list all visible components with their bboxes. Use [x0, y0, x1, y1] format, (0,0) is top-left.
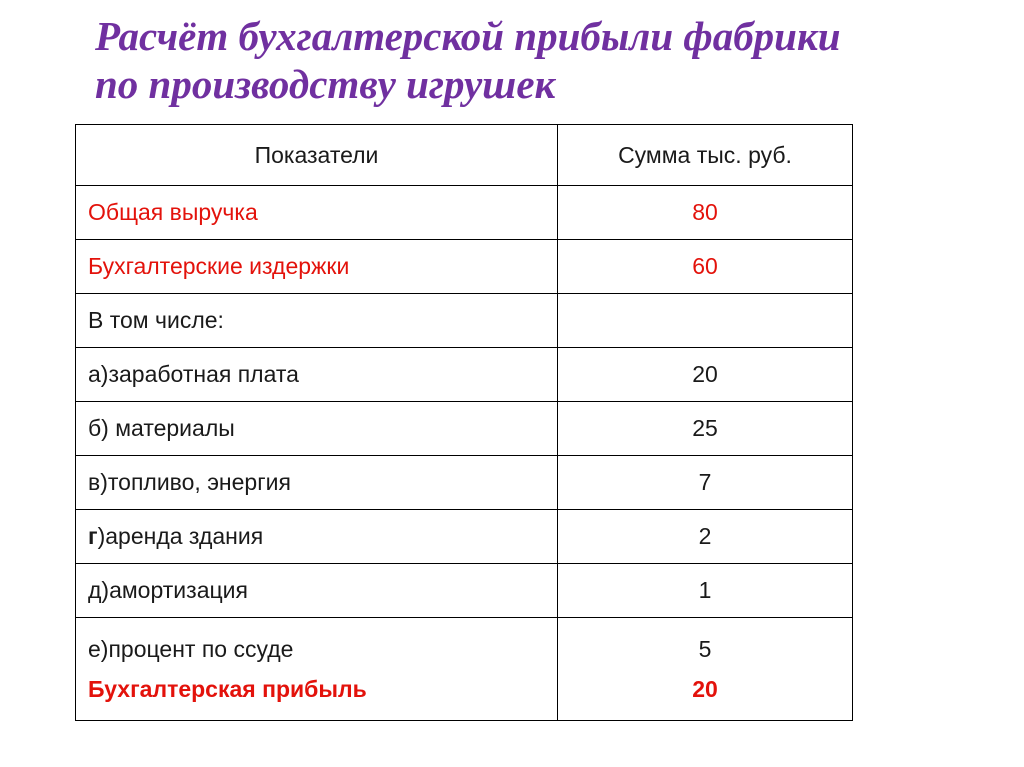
- table-row-total-revenue: [76, 186, 853, 240]
- row-label: в)топливо, энергия: [76, 456, 558, 510]
- table-row-building-rent: [76, 510, 853, 564]
- row-value: 7: [558, 456, 853, 510]
- header-indicators: Показатели: [76, 125, 558, 186]
- slide-title-line-2: по производству игрушек: [95, 61, 556, 107]
- row-value: 80: [558, 186, 853, 240]
- table-row-depreciation: [76, 564, 853, 618]
- row-value: 2: [558, 510, 853, 564]
- row-label-rest: )аренда здания: [97, 523, 264, 549]
- row-label-prefix: г: [88, 523, 98, 549]
- row-value: 60: [558, 240, 853, 294]
- row-label: д)амортизация: [76, 564, 558, 618]
- row-value-loan-interest: 5: [698, 636, 712, 662]
- header-amount: Сумма тыс. руб.: [558, 125, 853, 186]
- row-label-cell: [76, 618, 558, 721]
- row-label: [76, 510, 558, 564]
- table-header-row: [76, 125, 853, 186]
- table-row-fuel-energy: [76, 456, 853, 510]
- profit-calculation-table: [75, 124, 853, 721]
- slide-title: [95, 12, 975, 108]
- row-label: Бухгалтерские издержки: [76, 240, 558, 294]
- row-value-cell: [558, 618, 853, 721]
- row-value: 20: [558, 348, 853, 402]
- row-label: Общая выручка: [76, 186, 558, 240]
- row-value: [558, 294, 853, 348]
- table-row-accounting-costs: [76, 240, 853, 294]
- row-value: 1: [558, 564, 853, 618]
- table-row-loan-interest-and-profit: [76, 618, 853, 721]
- table-row-including: [76, 294, 853, 348]
- row-label: а)заработная плата: [76, 348, 558, 402]
- row-label: б) материалы: [76, 402, 558, 456]
- row-label-loan-interest: е)процент по ссуде: [88, 636, 294, 662]
- row-value: 25: [558, 402, 853, 456]
- table-row-materials: [76, 402, 853, 456]
- table-row-wages: [76, 348, 853, 402]
- slide-title-line-1: Расчёт бухгалтерской прибыли фабрики: [95, 13, 841, 59]
- row-label: В том числе:: [76, 294, 558, 348]
- row-label-accounting-profit: Бухгалтерская прибыль: [88, 676, 367, 702]
- row-value-accounting-profit: 20: [692, 676, 718, 702]
